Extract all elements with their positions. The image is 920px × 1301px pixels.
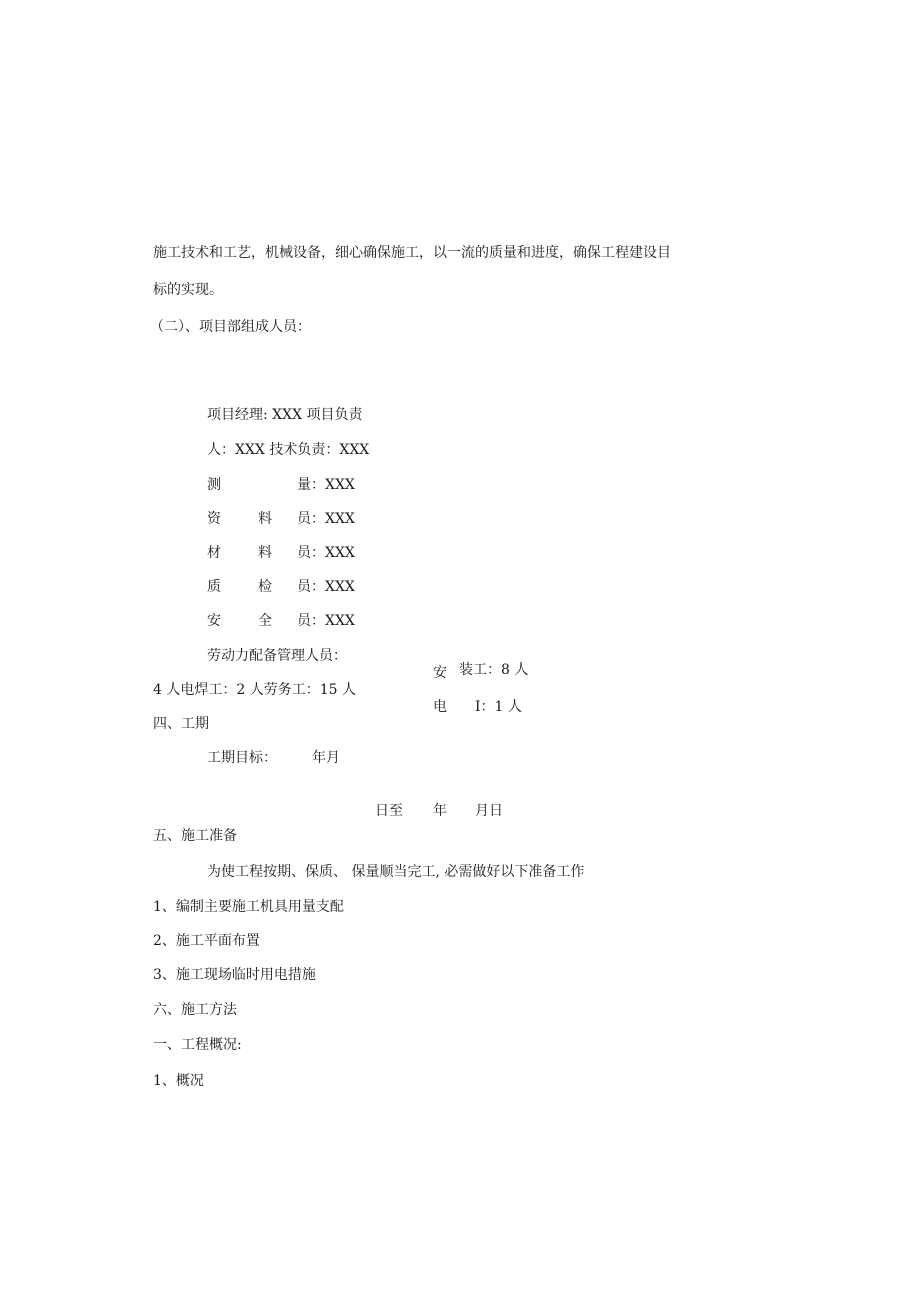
labor-install-label-1: 安: [433, 665, 447, 681]
overview-heading: 一、工程概况:: [153, 1037, 242, 1053]
section-heading-prep: 五、施工准备: [153, 828, 237, 844]
period-monthday: 月日: [475, 803, 503, 819]
section-heading-method: 六、施工方法: [153, 1002, 237, 1018]
team-records-label-1: 资: [207, 511, 221, 527]
overview-item: 1、概况: [153, 1073, 204, 1089]
team-quality-label-1: 质: [207, 579, 221, 595]
period-year: 年: [433, 803, 447, 819]
period-target-yearmonth: 年月: [312, 750, 340, 766]
labor-elec-label-2: I：1 人: [475, 699, 522, 715]
team-quality-value: 员：XXX: [297, 579, 355, 595]
team-material-label-1: 材: [207, 545, 221, 561]
prep-intro: 为使工程按期、保质、 保量顺当完工, 必需做好以下准备工作: [207, 864, 585, 880]
labor-heading: 劳动力配备管理人员：: [207, 648, 347, 664]
labor-left-line: 4 人电焊工：2 人劳务工：15 人: [153, 682, 356, 698]
team-survey-label-2: 量：XXX: [297, 477, 355, 493]
section-heading-team: （二）、项目部组成人员：: [150, 319, 311, 335]
intro-text-line-2: 标的实现。: [153, 282, 223, 298]
period-day-to: 日至: [375, 803, 403, 819]
labor-elec-label-1: 电: [433, 699, 447, 715]
team-material-value: 员：XXX: [297, 545, 355, 561]
intro-text-line-1: 施工技术和工艺，机械设备，细心确保施工，以一流的质量和进度，确保工程建设目: [153, 245, 671, 261]
team-line-manager: 项目经理: XXX 项目负责: [207, 407, 363, 423]
labor-install-label-2: 装工：8 人: [459, 662, 529, 678]
team-material-label-2: 料: [258, 545, 272, 561]
prep-item-1: 1、编制主要施工机具用量支配: [153, 899, 344, 915]
period-target-label: 工期目标：: [207, 750, 277, 766]
team-records-label-2: 料: [258, 511, 272, 527]
prep-item-3: 3、施工现场临时用电措施: [153, 967, 316, 983]
team-safety-label-1: 安: [207, 613, 221, 629]
team-quality-label-2: 检: [258, 579, 272, 595]
section-heading-period: 四、工期: [153, 716, 209, 732]
team-records-value: 员：XXX: [297, 511, 355, 527]
team-line-technical: 人：XXX 技术负责：XXX: [207, 442, 370, 458]
team-safety-label-2: 全: [258, 613, 272, 629]
prep-item-2: 2、施工平面布置: [153, 933, 260, 949]
team-safety-value: 员：XXX: [297, 613, 355, 629]
team-survey-label-1: 测: [207, 477, 221, 493]
